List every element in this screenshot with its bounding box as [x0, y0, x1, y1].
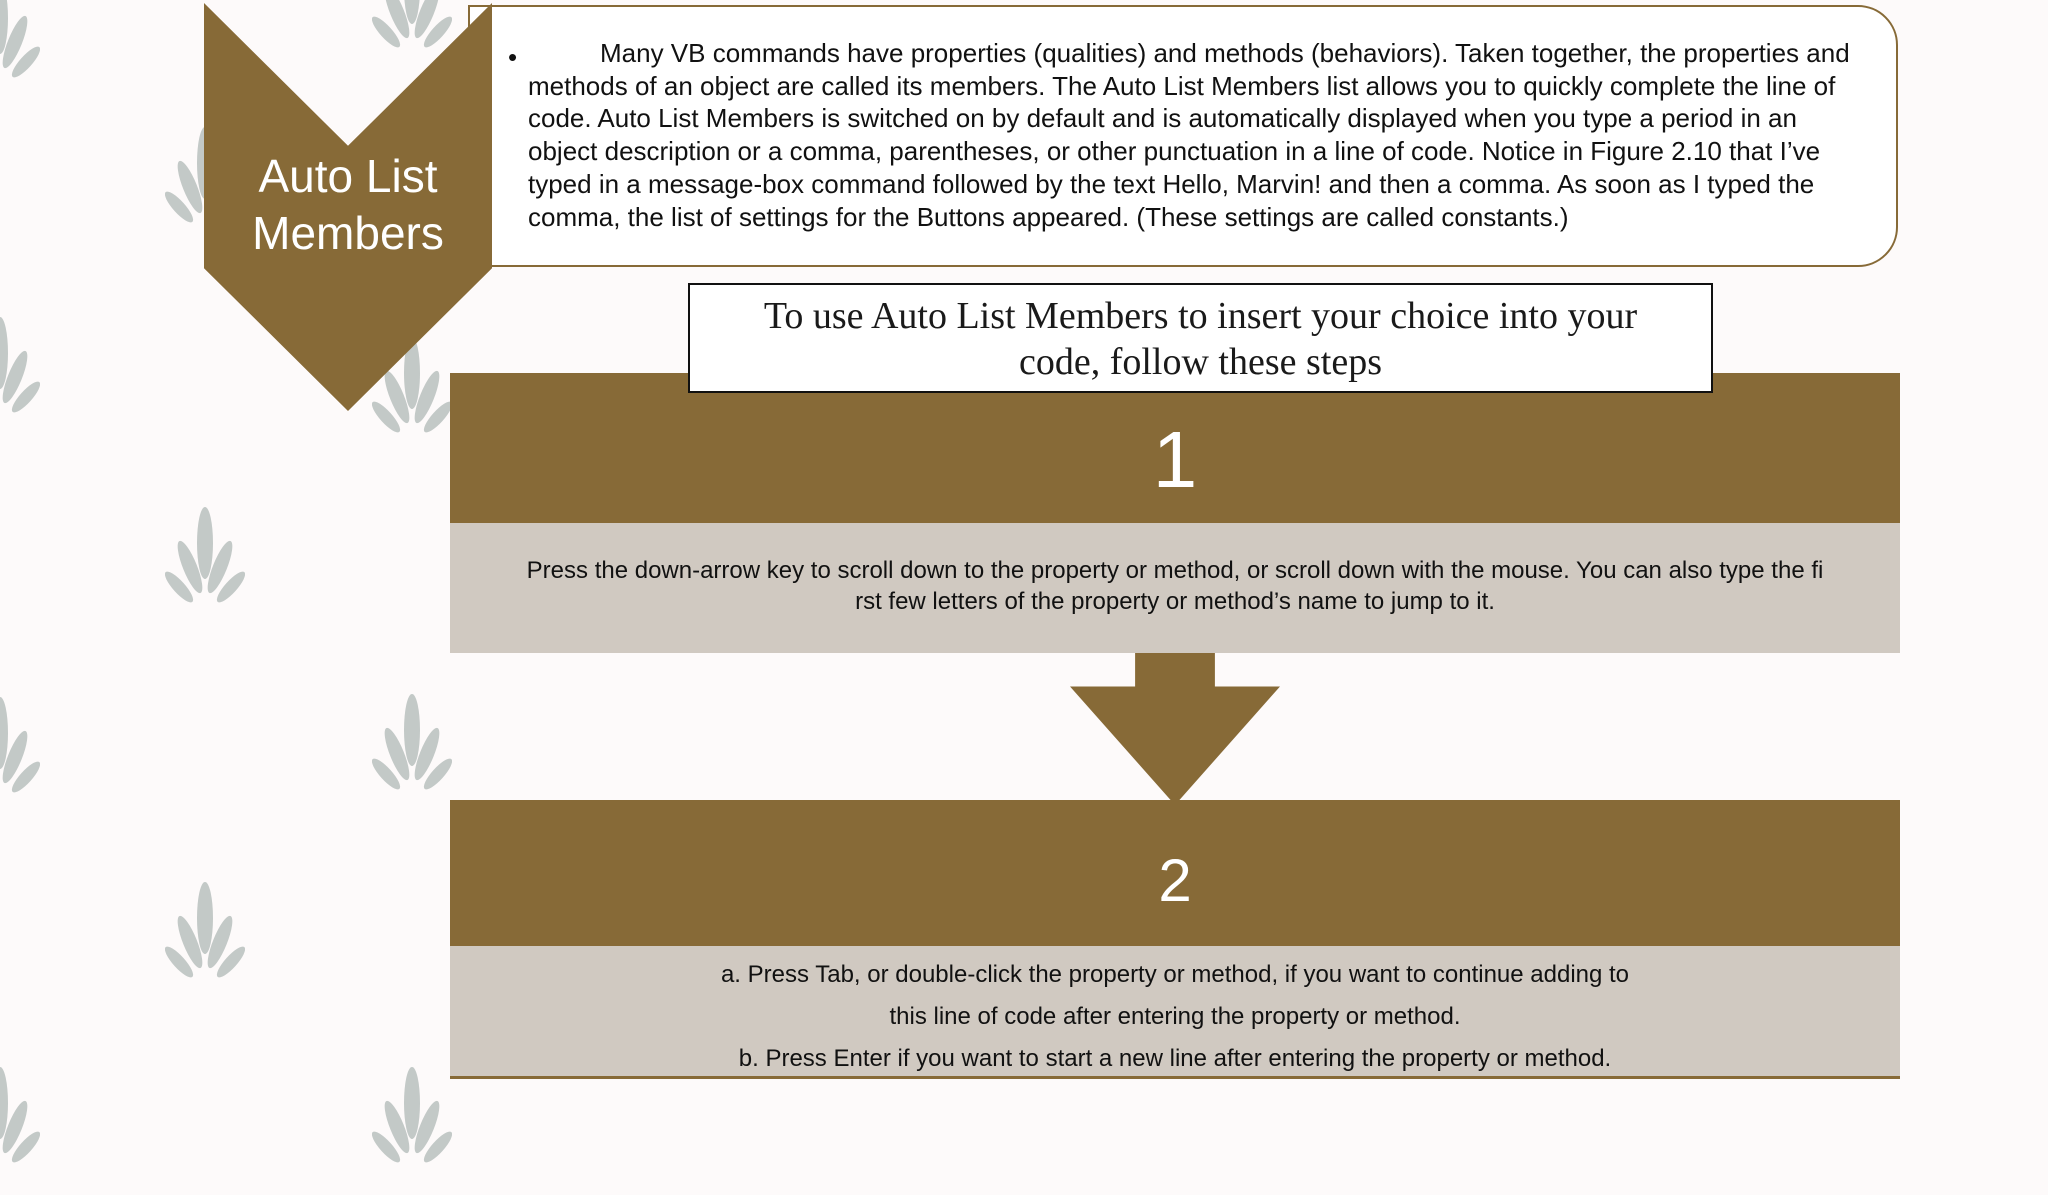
slide-title-line2: Members [252, 207, 444, 259]
leaf-decoration-icon [0, 685, 40, 825]
bullet-marker: • [508, 42, 518, 72]
leaf-decoration-icon [165, 495, 245, 635]
step-2-line: b. Press Enter if you want to start a new line after entering the property or method. [738, 1045, 1612, 1072]
step-1-line: rst few letters of the property or method’s name to jump to it. [855, 588, 1495, 615]
subtitle-box [688, 283, 1713, 393]
step-2-number: 2 [1158, 846, 1192, 914]
step-1-number: 1 [1152, 415, 1198, 504]
step-2-line: this line of code after entering the property or method. [889, 1003, 1461, 1030]
bullet-paragraph: Many VB commands have properties (qualities) and methods (behaviors). Taken together, the properties and methods of an object are called its members. The Auto List Members list allows you to quickly complete the line of code. Auto List Members is switched on by default and is automatically displayed when you type a period in an object description or a comma, parentheses, or other punctuation in a line of code. Notice in Figure 2.10 that I’ve typed in a message-box command followed by the text Hello, Marvin! and then a comma. As soon as I typed the comma, the list of settings for the Buttons appeared. (These settings are called constants.) [528, 38, 1850, 232]
step-1-body [450, 523, 1900, 653]
subtitle-line1: To use Auto List Members to insert your choice into your [763, 295, 1638, 337]
leaf-decoration-icon [0, 1055, 40, 1195]
step-2-body [450, 946, 1900, 1079]
bullet-text-box [468, 5, 1898, 267]
leaf-decoration-icon [0, 0, 40, 110]
leaf-decoration-icon [372, 682, 452, 822]
subtitle-line2: code, follow these steps [1018, 341, 1383, 383]
slide-title [204, 148, 492, 262]
step-1-line: Press the down-arrow key to scroll down to the property or method, or scroll down with the mouse. You can also type the fi [526, 557, 1824, 584]
leaf-decoration-icon [372, 1055, 452, 1195]
leaf-decoration-icon [165, 870, 245, 1010]
step-2-header [450, 800, 1900, 946]
down-arrow-icon [1070, 653, 1280, 805]
leaf-decoration-icon [0, 305, 40, 445]
slide-title-line1: Auto List [258, 150, 438, 202]
step-2-line: a. Press Tab, or double-click the property or method, if you want to continue adding to [720, 961, 1630, 988]
step-1-header [450, 373, 1900, 523]
